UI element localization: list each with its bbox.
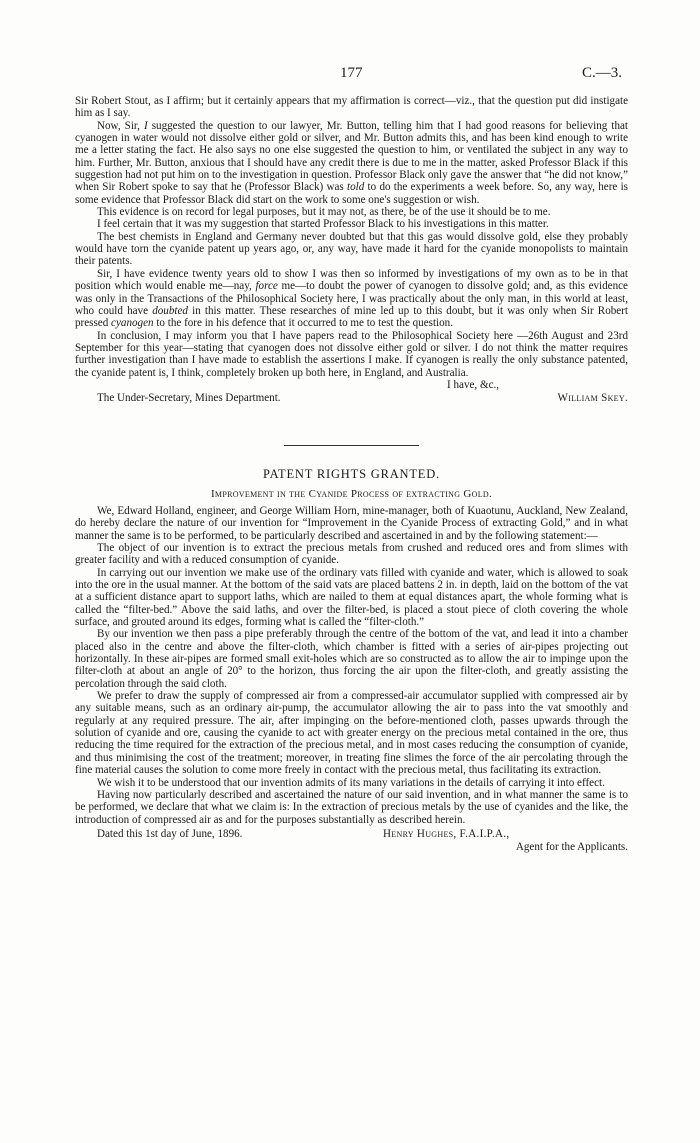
letter-paragraph: In conclusion, I may inform you that I have papers read to the Philosophical Society here —26th August and 23rd September for this year—stating that cyanogen does not dissolve either gold or silver. I do not think the matter requires further investigation than I have made to establish the assertions I make. If cyanogen is really the only substance patented, the cyanide patent is, I think, completely broken up both here, in England, and Australia. [75,329,628,379]
section-subtitle: Improvement in the Cyanide Process of extracting Gold. [210,487,493,500]
patent-paragraph: Having now particularly described and ascertained the nature of our said invention, and in what manner the same is to be performed, we declare that what we claim is: In the extraction of precious metals by the use of cyanides and the like, the introduction of compressed air as and for the purposes substantially as described herein. [75,788,628,826]
patent-paragraph: We prefer to draw the supply of compressed air from a compressed-air accumulator supplied with compressed air by any suitable means, such as an ordinary air-pump, the accumulator allowing the air to pass into the vat smoothly and regularly at any required pressure. The air, after impinging on the before-mentioned cloth, passes upwards through the solution of cyanide and ore, causing the cyanide to act with greater energy on the precious metal contained in the ore, thus reducing the time required for the extraction of the precious metal, and in most cases reducing the consumption of cyanide, and thus minimising the cost of the treatment; moreover, in treating fine slimes the force of the air percolating through the fine material causes the solution to come more freely in contact with the precious metal, thus facilitating its extraction. [75,690,628,777]
patent-dated: Dated this 1st day of June, 1896. [97,827,243,840]
document-reference: C.—3. [581,65,622,81]
agent-role: Agent for the Applicants. [515,840,628,853]
page-number: 177 [340,65,363,81]
section-title: PATENT RIGHTS GRANTED. [263,467,440,482]
patent-paragraph: We wish it to be understood that our invention admits of its many variations in the details of carrying it into effect. [97,776,605,789]
agent-name: Henry Hughes, F.A.I.P.A., [383,827,510,840]
page-body [75,95,628,853]
letter-paragraph: Now, Sir, I suggested the question to our lawyer, Mr. Button, telling him that I had good reasons for believing that cyanogen in water would not dissolve either gold or silver, and Mr. Button admits this, and has been kind enough to write me a letter stating the fact. He also says no one else suggested the question to him, or ventilated the subject in any way to him. Further, Mr. Button, anxious that I should have any credit there is due to me in the matter, asked Professor Black if this suggestion had not put him on to the investigation in question. Professor Black only gave the answer that “he did not know,” when Sir Robert spoke to say that he (Professor Black) was told to do the experiments a week before. So, any way, here is some evidence that Professor Black did start on the work to some one's suggestion or wish. [75,119,628,206]
letter-paragraph: Sir Robert Stout, as I affirm; but it certainly appears that my affirmation is correct—viz., that the question put did instigate him as I say. [75,95,628,120]
patent-paragraph: The object of our invention is to extract the precious metals from crushed and reduced ores and from slimes with greater facility and with a reduced consumption of cyanide. [75,541,628,567]
patent-paragraph: We, Edward Holland, engineer, and George William Horn, mine-manager, both of Kuaotunu, Auckland, New Zealand, do hereby declare the nature of our invention for “Improvement in the Cyanide Process of extracting Gold,” and in what manner the same is to be performed, to be particularly described and ascertained in and by the following statement:— [75,504,628,542]
letter-paragraph: I feel certain that it was my suggestion that started Professor Black to his investigations in this matter. [97,218,549,231]
page-header [0,65,700,85]
section-divider [284,445,419,446]
letter-signature-line [75,392,628,405]
patent-paragraph: By our invention we then pass a pipe preferably through the centre of the bottom of the vat, and lead it into a chamber placed also in the centre and above the filter-cloth, which chamber is fitted with a series of air-pipes projecting out horizontally. In these air-pipes are formed small exit-holes which are so constructed as to allow the air to impinge upon the filter-cloth at about an angle of 20° to the horizon, thus forcing the air upon the filter-cloth, and greatly assisting the percolation through the said cloth. [75,628,628,690]
patent-date-line [75,828,628,841]
letter-paragraph: Sir, I have evidence twenty years old to show I was then so informed by investigations of my own as to be in that position which would enable me—nay, force me—to doubt the power of cyanogen to dissolve gold; and, as this evidence was only in the Transactions of the Philosophical Society here, I was practically about the only man, in this world at least, who could have doubted in this matter. These researches of mine led up to this doubt, but it was only when Sir Robert pressed cyanogen to the fore in his defence that it occurred to me to test the question. [75,267,628,330]
letter-paragraph: This evidence is on record for legal purposes, but it may not, as there, be of the use it should be to me. [97,206,551,219]
letter-closing: I have, &c., [447,378,500,391]
letter-signature: William Skey. [557,392,628,405]
letter-paragraph: The best chemists in England and Germany never doubted but that this gas would dissolve gold, else they probably would have torn the cyanide patent up years ago, or, any way, have made it hard for the cyanide monopolists to maintain their patents. [75,230,628,268]
letter-addressee: The Under-Secretary, Mines Department. [97,392,281,405]
patent-paragraph: In carrying out our invention we make use of the ordinary vats filled with cyanide and water, which is allowed to soak into the ore in the usual manner. At the bottom of the said vats are placed battens 2 in. in depth, laid on the bottom of the vat at a sufficient distance apart to support laths, which are nailed to them at equal distances apart, the whole forming what is called the “filter-bed.” Above the said laths, and over the filter-bed, is placed a stout piece of cloth covering the whole surface, and grouted around its edges, forming what is called the “filter-cloth.” [75,566,628,629]
